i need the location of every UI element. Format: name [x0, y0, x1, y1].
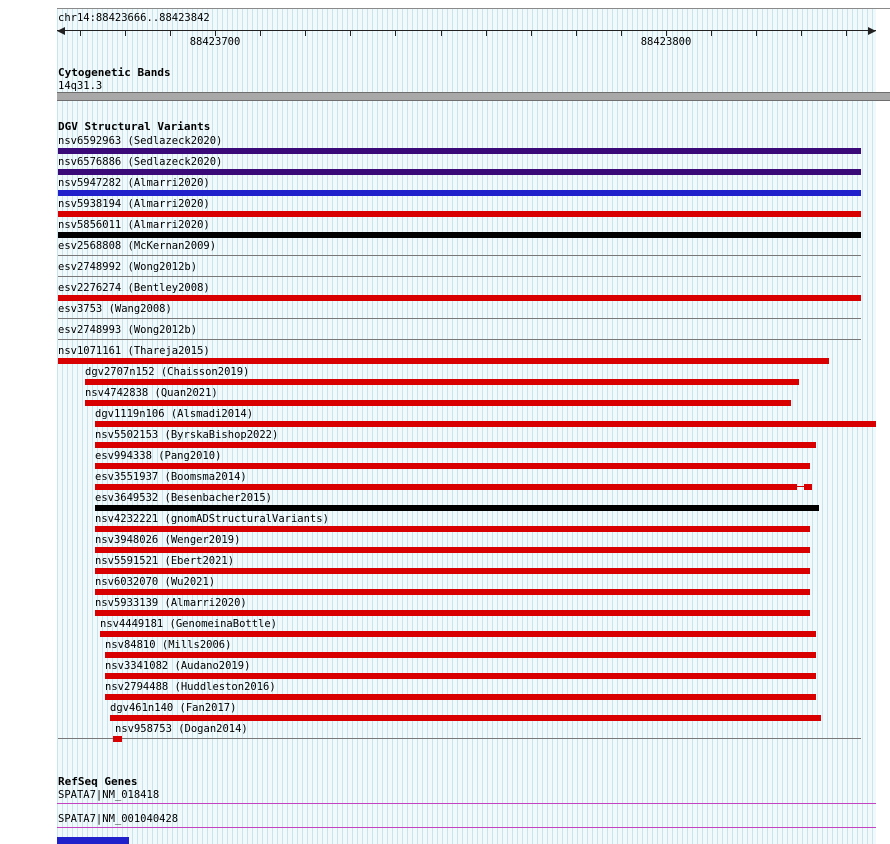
variant-bar[interactable] — [105, 673, 816, 679]
variant-bar[interactable] — [95, 505, 819, 511]
variant-label[interactable]: nsv1071161 (Thareja2015) — [58, 345, 210, 357]
ruler-tick — [170, 31, 171, 36]
variant-bar[interactable] — [95, 484, 797, 490]
ruler-tick — [395, 31, 396, 36]
variant-label[interactable]: esv2748992 (Wong2012b) — [58, 261, 198, 273]
variant-bar[interactable] — [95, 568, 810, 574]
variant-label[interactable]: esv3753 (Wang2008) — [58, 303, 172, 315]
variant-label[interactable]: esv3649532 (Besenbacher2015) — [95, 492, 273, 504]
variant-label[interactable]: nsv5938194 (Almarri2020) — [58, 198, 210, 210]
refseq-title: RefSeq Genes — [58, 775, 138, 788]
ruler-tick — [576, 31, 577, 36]
variant-bar[interactable] — [95, 526, 810, 532]
ruler-tick — [621, 31, 622, 36]
variant-label[interactable]: dgv461n140 (Fan2017) — [110, 702, 237, 714]
variant-label[interactable]: dgv2707n152 (Chaisson2019) — [85, 366, 250, 378]
cytoband-label: 14q31.3 — [58, 80, 103, 92]
variant-label[interactable]: nsv4449181 (GenomeinaBottle) — [100, 618, 278, 630]
gene-exon-box[interactable] — [57, 837, 129, 844]
gene-line[interactable] — [57, 827, 876, 828]
variant-label[interactable]: dgv1119n106 (Alsmadi2014) — [95, 408, 254, 420]
variant-label[interactable]: esv2568808 (McKernan2009) — [58, 240, 217, 252]
variant-bar[interactable] — [58, 148, 861, 154]
variant-bar[interactable] — [110, 715, 821, 721]
ruler-left-arrow-icon — [57, 27, 65, 35]
ruler-tick — [801, 31, 802, 36]
variant-bar[interactable] — [58, 211, 861, 217]
variant-label[interactable]: nsv5591521 (Ebert2021) — [95, 555, 235, 567]
variant-bar[interactable] — [804, 484, 812, 490]
ruler-tick — [260, 31, 261, 36]
ruler — [0, 0, 890, 50]
variant-label[interactable]: nsv5933139 (Almarri2020) — [95, 597, 247, 609]
variant-bar[interactable] — [85, 379, 799, 385]
variant-bar[interactable] — [85, 400, 791, 406]
ruler-tick — [486, 31, 487, 36]
variant-label[interactable]: nsv5502153 (ByrskaBishop2022) — [95, 429, 279, 441]
variant-label[interactable]: nsv6032070 (Wu2021) — [95, 576, 216, 588]
variant-line[interactable] — [58, 318, 861, 319]
variant-line[interactable] — [797, 486, 804, 487]
cytogenetic-bands-title: Cytogenetic Bands — [58, 66, 171, 79]
cytoband-bar[interactable] — [57, 92, 890, 101]
ruler-right-arrow-icon — [868, 27, 876, 35]
variant-label[interactable]: nsv2794488 (Huddleston2016) — [105, 681, 276, 693]
variant-label[interactable]: nsv4232221 (gnomADStructuralVariants) — [95, 513, 329, 525]
variant-line[interactable] — [58, 339, 861, 340]
ruler-tick — [531, 31, 532, 36]
gene-label[interactable]: SPATA7|NM_001040428 — [58, 813, 179, 825]
variant-bar[interactable] — [95, 463, 810, 469]
variant-bar[interactable] — [58, 232, 861, 238]
ruler-tick — [125, 31, 126, 36]
variant-label[interactable]: nsv6592963 (Sedlazeck2020) — [58, 135, 223, 147]
variant-bar[interactable] — [95, 442, 816, 448]
position-label: chr14:88423666..88423842 — [58, 12, 210, 24]
variant-label[interactable]: esv3551937 (Boomsma2014) — [95, 471, 247, 483]
ruler-tick-label: 88423700 — [189, 36, 241, 48]
ruler-tick — [441, 31, 442, 36]
variant-bar[interactable] — [95, 547, 810, 553]
variant-label[interactable]: esv994338 (Pang2010) — [95, 450, 222, 462]
variant-line[interactable] — [58, 255, 861, 256]
variant-bar[interactable] — [58, 295, 861, 301]
variant-bar[interactable] — [58, 190, 861, 196]
dgv-title: DGV Structural Variants — [58, 120, 211, 133]
ruler-tick — [846, 31, 847, 36]
ruler-line — [57, 30, 876, 31]
variant-line[interactable] — [58, 738, 861, 739]
ruler-tick — [305, 31, 306, 36]
variant-label[interactable]: nsv5856011 (Almarri2020) — [58, 219, 210, 231]
variant-label[interactable]: esv2748993 (Wong2012b) — [58, 324, 198, 336]
ruler-tick — [711, 31, 712, 36]
variant-bar[interactable] — [100, 631, 816, 637]
ruler-tick — [350, 31, 351, 36]
variant-bar[interactable] — [95, 589, 810, 595]
variant-line[interactable] — [58, 276, 861, 277]
variant-label[interactable]: nsv3341082 (Audano2019) — [105, 660, 251, 672]
ruler-tick — [756, 31, 757, 36]
variant-bar[interactable] — [95, 610, 810, 616]
variant-label[interactable]: nsv958753 (Dogan2014) — [115, 723, 248, 735]
variant-bar[interactable] — [58, 358, 829, 364]
variant-label[interactable]: nsv4742838 (Quan2021) — [85, 387, 218, 399]
variant-bar[interactable] — [95, 421, 876, 427]
variant-bar[interactable] — [105, 652, 816, 658]
variant-label[interactable]: esv2276274 (Bentley2008) — [58, 282, 210, 294]
variant-label[interactable]: nsv84810 (Mills2006) — [105, 639, 232, 651]
gene-line[interactable] — [57, 803, 876, 804]
variant-label[interactable]: nsv3948026 (Wenger2019) — [95, 534, 241, 546]
ruler-tick — [80, 31, 81, 36]
ruler-tick-label: 88423800 — [640, 36, 692, 48]
variant-bar[interactable] — [105, 694, 816, 700]
variant-bar[interactable] — [58, 169, 861, 175]
variant-label[interactable]: nsv5947282 (Almarri2020) — [58, 177, 210, 189]
variant-bar[interactable] — [113, 736, 122, 742]
gene-label[interactable]: SPATA7|NM_018418 — [58, 789, 160, 801]
variant-label[interactable]: nsv6576886 (Sedlazeck2020) — [58, 156, 223, 168]
